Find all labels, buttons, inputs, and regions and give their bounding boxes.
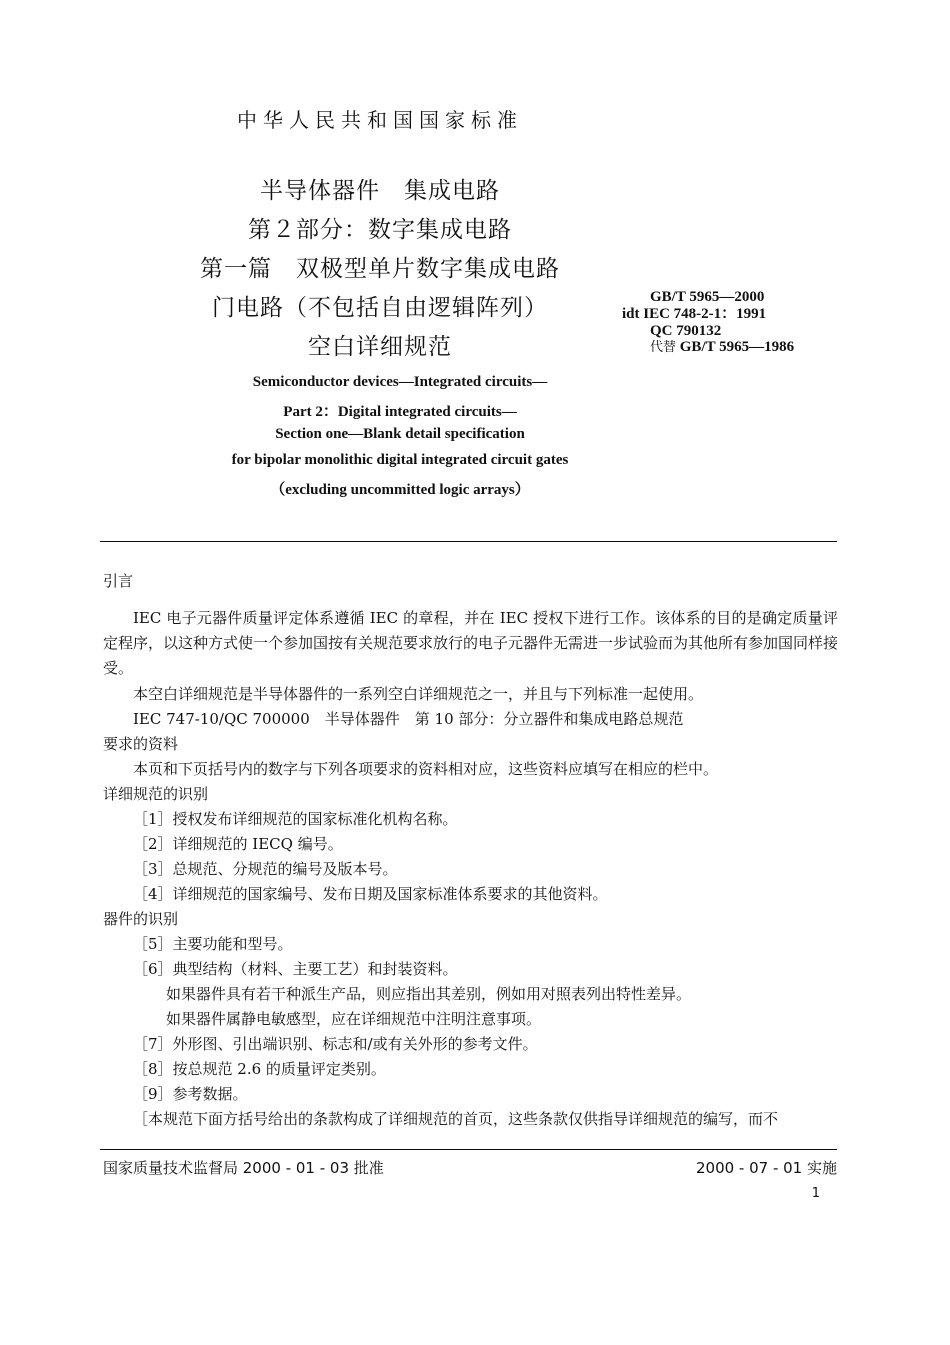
standard-code: GB/T 5965—2000 [650,289,765,305]
list-item: ［5］主要功能和型号。 [133,935,293,953]
list-item: ［2］详细规范的 IECQ 编号。 [133,835,343,853]
title-en-line-3: Section one—Blank detail specification [275,426,525,442]
list-subitem: 如果器件属静电敏感型，应在详细规范中注明注意事项。 [166,1010,542,1028]
idt-code: idt IEC 748-2-1：1991 [622,306,767,322]
spec-identification-heading: 详细规范的识别 [103,785,209,803]
required-info-paragraph: 本页和下页括号内的数字与下列各项要求的资料相对应，这些资料应填写在相应的栏中。 [133,760,719,778]
list-item: ［3］总规范、分规范的编号及版本号。 [133,860,398,878]
qc-code: QC 790132 [650,323,722,339]
title-en-line-4: for bipolar monolithic digital integrated circuit gates [231,452,569,468]
list-item: ［1］授权发布详细规范的国家标准化机构名称。 [133,810,458,828]
title-en-line-5: （excluding uncommitted logic arrays） [270,482,530,498]
intro-paragraph-1: IEC 电子元器件质量评定体系遵循 IEC 的章程，并在 IEC 授权下进行工作。该体系的目的是确定质量评定程序，以这种方式使一个参加国按有关规范要求放行的电子元器件无需进一步试验而为其他所有参加国同样接受。 [103,609,839,677]
title-en-line-2: Part 2：Digital integrated circuits— [283,404,517,420]
list-subitem: 如果器件具有若干种派生产品，则应指出其差别，例如用对照表列出特性差异。 [166,985,692,1003]
title-cn-line-3: 第一篇 双极型单片数字集成电路 [200,256,560,282]
replaces-code [650,339,794,356]
list-item: ［7］外形图、引出端识别、标志和/或有关外形的参考文件。 [133,1035,538,1053]
title-en-line-1: Semiconductor devices—Integrated circuits— [252,374,548,390]
list-item: ［6］典型结构（材料、主要工艺）和封装资料。 [133,960,458,978]
title-cn-line-5: 空白详细规范 [308,334,452,360]
list-item: ［9］参考数据。 [133,1085,248,1103]
national-standard-heading: 中华人民共和国国家标准 [237,108,523,132]
page-number: 1 [811,1186,820,1201]
approval-date: 国家质量技术监督局 2000 - 01 - 03 批准 [103,1159,384,1177]
title-cn-line-4: 门电路（不包括自由逻辑阵列） [212,295,548,321]
footer-divider [100,1149,837,1150]
intro-paragraph-2: 本空白详细规范是半导体器件的一系列空白详细规范之一，并且与下列标准一起使用。 [133,685,704,703]
title-cn-line-1: 半导体器件 集成电路 [260,178,500,204]
continued-paragraph: ［本规范下面方括号给出的条款构成了详细规范的首页，这些条款仅供指导详细规范的编写，而不 [133,1110,779,1128]
replaces-number: GB/T 5965—1986 [679,339,795,355]
header-divider [100,541,837,542]
list-item: ［4］详细规范的国家编号、发布日期及国家标准体系要求的其他资料。 [133,885,608,903]
effective-date: 2000 - 07 - 01 实施 [695,1159,837,1177]
device-identification-heading: 器件的识别 [103,910,179,928]
intro-heading: 引言 [103,572,134,590]
intro-paragraph-3: IEC 747-10/QC 700000 半导体器件 第 10 部分：分立器件和集成电路总规范 [133,710,684,728]
list-item: ［8］按总规范 2.6 的质量评定类别。 [133,1060,386,1078]
title-cn-line-2: 第２部分：数字集成电路 [248,217,512,243]
replaces-label: 代替 [650,340,677,355]
required-info-heading: 要求的资料 [103,735,179,753]
